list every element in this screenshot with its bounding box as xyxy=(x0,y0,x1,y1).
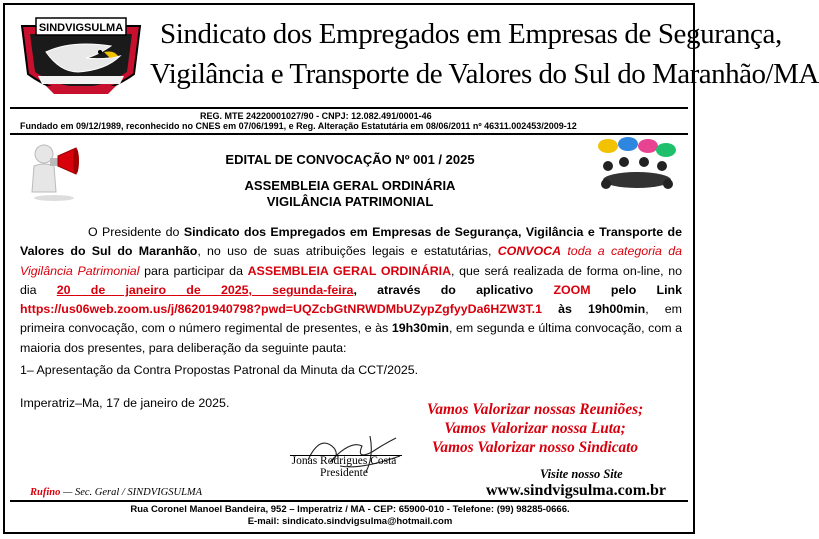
agenda-item: 1– Apresentação da Contra Propostas Patronal da Minuta da CCT/2025. xyxy=(20,363,419,377)
header-divider-bottom xyxy=(10,133,688,135)
registration-info: REG. MTE 24220001027/90 - CNPJ: 12.082.491/0001-46 xyxy=(200,111,432,121)
union-full-name: Sindicato dos Empregados em Empresas de Segurança, Vigilância e Transporte de Valores do Sul do Maranhão xyxy=(20,225,683,259)
visit-site-label: Visite nosso Site xyxy=(540,467,623,481)
first-call-time: 19h00min xyxy=(588,302,646,317)
logo-text: SINDVIGSULMA xyxy=(38,22,124,34)
assembly-name: ASSEMBLEIA GERAL ORDINÁRIA xyxy=(247,263,452,278)
place-and-date: Imperatriz–Ma, 17 de janeiro de 2025. xyxy=(20,396,230,410)
assembly-title: ASSEMBLEIA GERAL ORDINÁRIA xyxy=(244,178,456,193)
slogan-line: Vamos Valorizar nossa Luta; xyxy=(444,420,626,437)
zoom-app: ZOOM xyxy=(553,282,591,297)
header-divider-top xyxy=(10,107,688,109)
union-name-line1: Sindicato dos Empregados em Empresas de Segurança, xyxy=(160,18,782,50)
secretary-credit xyxy=(30,487,202,498)
secretary-name: Rufino xyxy=(30,487,61,498)
union-name-line2: Vigilância e Transporte de Valores do Sul do Maranhão/MA xyxy=(150,58,819,90)
body-text-g: às xyxy=(542,302,589,317)
union-logo xyxy=(16,12,146,110)
meeting-icon xyxy=(594,136,680,194)
edital-number: EDITAL DE CONVOCAÇÃO Nº 001 / 2025 xyxy=(225,152,475,167)
footer-divider xyxy=(10,500,688,502)
body-text-c: para participar da xyxy=(139,263,248,278)
body-text-d: , que será realizada de forma on-line, no dia xyxy=(20,263,682,297)
second-call-time: 19h30min xyxy=(391,321,449,336)
body-text-i: , em segunda e última convocação, com a maioria dos presentes, para deliberação da seguinte pauta: xyxy=(20,321,683,355)
assembly-category: VIGILÂNCIA PATRIMONIAL xyxy=(266,194,434,209)
slogans xyxy=(395,400,675,457)
convocation-paragraph xyxy=(20,223,682,358)
slogan-line: Vamos Valorizar nosso Sindicato xyxy=(431,439,639,456)
signatory-role: Presidente xyxy=(320,467,368,479)
secretary-role: — Sec. Geral / SINDVIGSULMA xyxy=(60,487,203,498)
body-text-e: , através do aplicativo xyxy=(353,282,554,297)
body-text-h: , em primeira convocação, com o número regimental de presentes, e às xyxy=(20,302,682,336)
convocation-body xyxy=(20,223,682,358)
body-text-a: O Presidente do xyxy=(88,225,184,239)
signatory-name: Jonas Rodrigues Costa xyxy=(291,455,397,467)
body-text-f: pelo Link xyxy=(590,282,683,297)
megaphone-person-icon xyxy=(24,140,84,202)
category-phrase: toda a categoria da Vigilância Patrimonial xyxy=(20,244,682,278)
founding-info: Fundado em 09/12/1989, reconhecido no CNES em 07/06/1991, e Reg. Alteração Estatutária em 08/06/2011 nº 46311.002453/2009-12 xyxy=(20,121,577,131)
slogan-line: Vamos Valorizar nossas Reuniões; xyxy=(426,401,644,418)
body-text-b: , no uso de suas atribuições legais e estatutárias, xyxy=(197,244,498,259)
footer-email: E-mail: sindicato.sindvigsulma@hotmail.com xyxy=(247,516,453,527)
convoca-word: CONVOCA xyxy=(497,244,562,259)
zoom-link[interactable]: https://us06web.zoom.us/j/86201940798?pwd=UQZcbGtNRWDMbUZypZgfyyDa6HZW3T.1 xyxy=(20,302,543,317)
website-link[interactable]: www.sindvigsulma.com.br xyxy=(486,482,667,499)
assembly-date: 20 de janeiro de 2025, segunda-feira xyxy=(56,282,354,297)
footer-address: Rua Coronel Manoel Bandeira, 952 – Imperatriz / MA - CEP: 65900-010 - Telefone: (99) 98285-0666. xyxy=(130,504,570,515)
